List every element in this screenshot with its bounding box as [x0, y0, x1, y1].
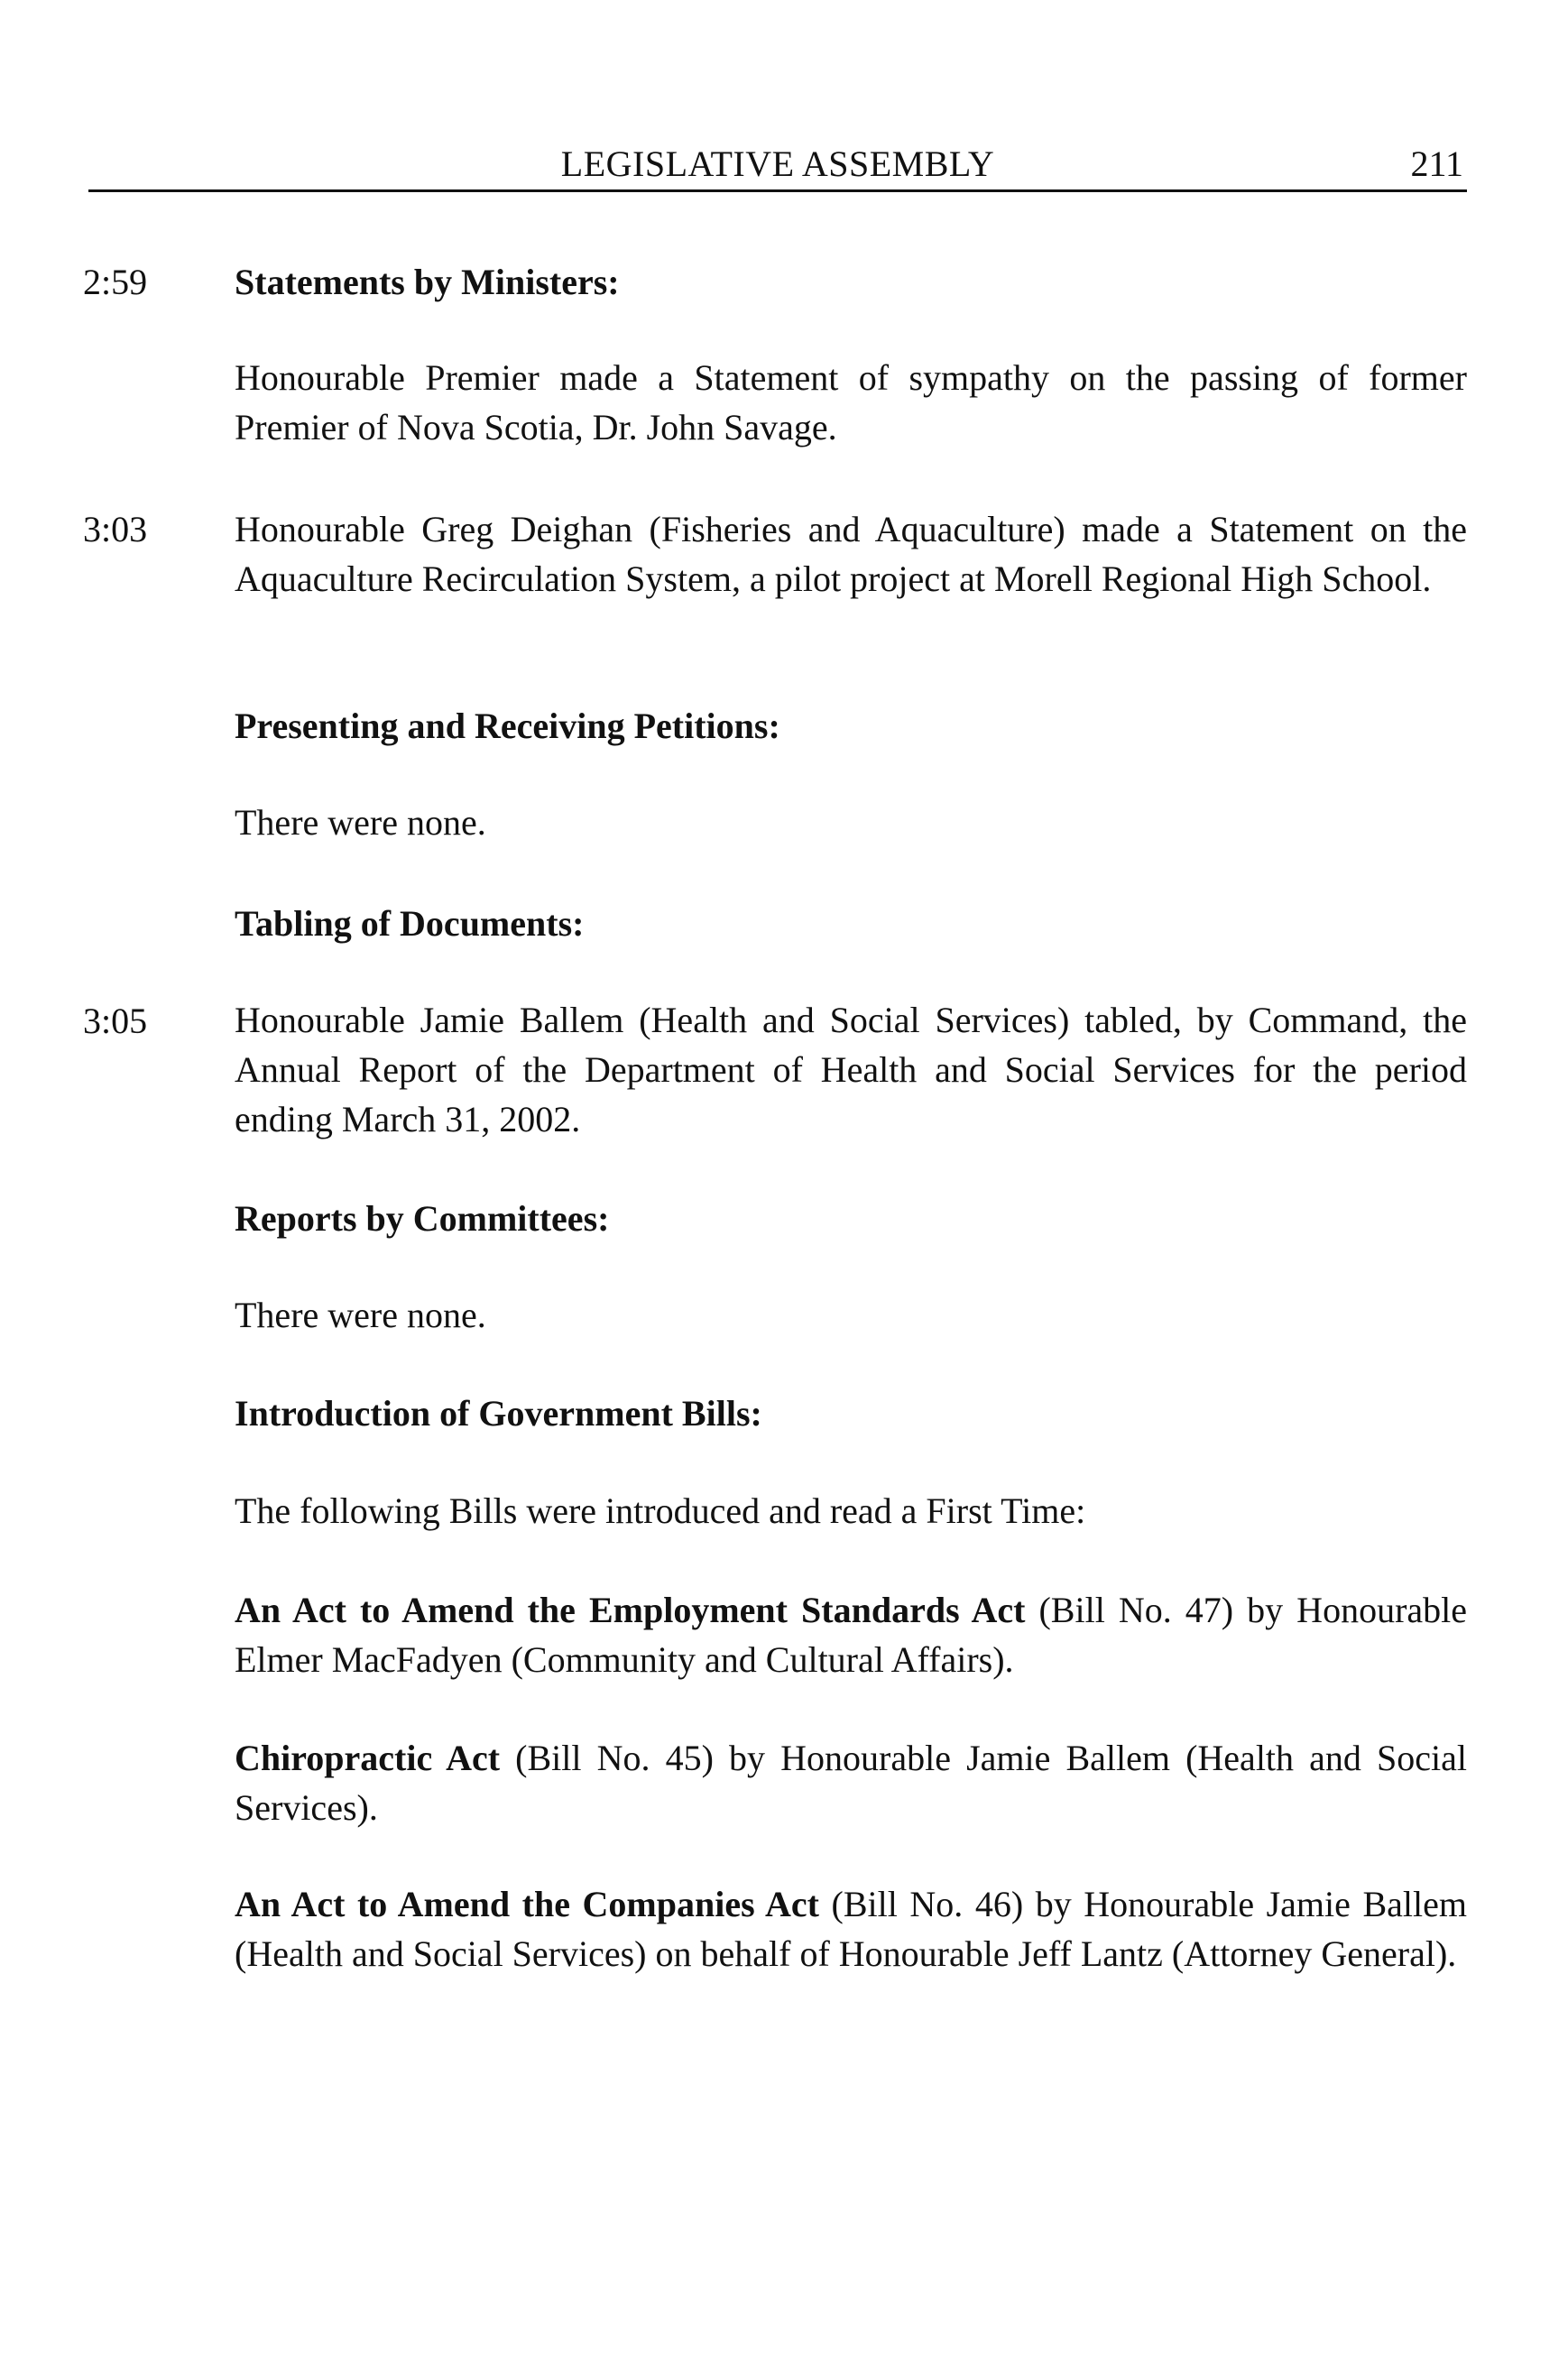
bill-details: (Bill No. 46) by Honourable Jamie Ballem (Health and Social Services) on behalf of Honourable Jeff Lantz (Attorney General). — [235, 1884, 1467, 1974]
time-stamp: 3:05 — [83, 1001, 148, 1041]
committees-heading: Reports by Committees: — [235, 1198, 610, 1239]
bill-entry — [235, 1733, 1467, 1832]
petitions-heading: Presenting and Receiving Petitions: — [235, 706, 780, 746]
time-stamp: 3:03 — [83, 509, 148, 549]
bill-title: Chiropractic Act — [235, 1738, 501, 1778]
header-title: LEGISLATIVE ASSEMBLY — [560, 143, 995, 184]
petitions-text: There were none. — [235, 802, 486, 843]
bills-heading: Introduction of Government Bills: — [235, 1393, 762, 1434]
tabling-heading: Tabling of Documents: — [235, 903, 585, 944]
bill-title: An Act to Amend the Employment Standards Act — [235, 1590, 1026, 1630]
bills-intro: The following Bills were introduced and read a First Time: — [235, 1490, 1086, 1531]
bill-entry — [235, 1585, 1467, 1684]
ministers-statement-2: Honourable Greg Deighan (Fisheries and Aquaculture) made a Statement on the Aquaculture Recirculation System, a pilot project at Morell Regional High School. — [235, 509, 1467, 599]
ministers-heading: Statements by Ministers: — [235, 262, 620, 302]
bill-title: An Act to Amend the Companies Act — [235, 1884, 819, 1924]
time-stamp: 2:59 — [83, 262, 148, 302]
committees-text: There were none. — [235, 1295, 486, 1335]
bill-details: (Bill No. 45) by Honourable Jamie Ballem (Health and Social Services). — [235, 1738, 1467, 1828]
ministers-statement-1: Honourable Premier made a Statement of sympathy on the passing of former Premier of Nova Scotia, Dr. John Savage. — [235, 357, 1467, 447]
bill-entry — [235, 1879, 1467, 1979]
bill-details: (Bill No. 47) by Honourable Elmer MacFadyen (Community and Cultural Affairs). — [235, 1590, 1468, 1680]
page-number: 211 — [1410, 143, 1463, 184]
tabling-text: Honourable Jamie Ballem (Health and Social Services) tabled, by Command, the Annual Report of the Department of Health and Social Services for the period ending March 31, 2002. — [235, 1000, 1467, 1139]
page-header — [88, 143, 1467, 192]
